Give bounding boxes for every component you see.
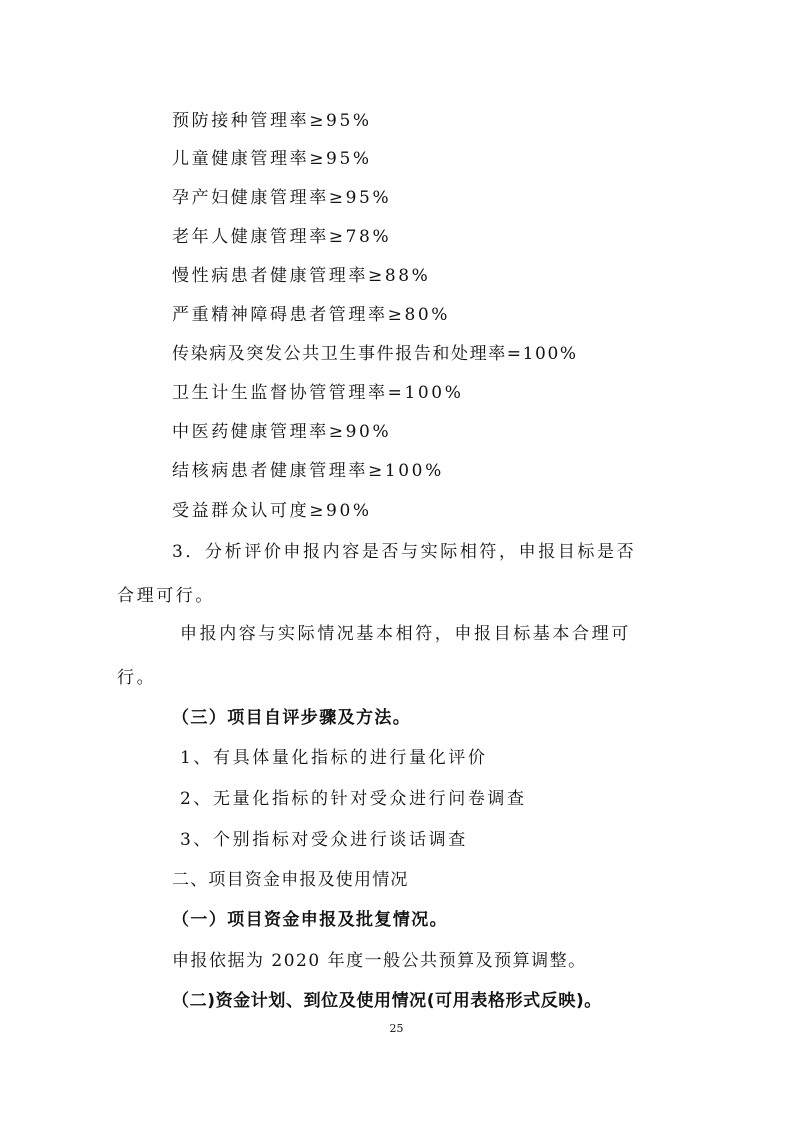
- section-heading: （三）项目自评步骤及方法。: [172, 708, 412, 728]
- indicator-line: 慢性病患者健康管理率≥88%: [172, 266, 431, 286]
- question-line-1: 3．分析评价申报内容是否与实际相符，申报目标是否: [172, 542, 637, 562]
- step-item: 3、个别指标对受众进行谈话调查: [180, 830, 468, 850]
- part-heading: 二、项目资金申报及使用情况: [172, 870, 409, 890]
- indicator-line: 预防接种管理率≥95%: [172, 111, 372, 131]
- indicator-line: 受益群众认可度≥90%: [172, 501, 372, 521]
- indicator-line: 卫生计生监督协管管理率=100%: [172, 383, 464, 403]
- indicator-line: 老年人健康管理率≥78%: [172, 227, 392, 247]
- page-number: 25: [389, 1022, 404, 1035]
- indicator-line: 严重精神障碍患者管理率≥80%: [172, 305, 451, 325]
- step-item: 2、无量化指标的针对受众进行问卷调查: [180, 789, 527, 809]
- answer-line-2: 行。: [117, 668, 157, 688]
- subsection-heading: （二)资金计划、到位及使用情况(可用表格形式反映)。: [172, 991, 602, 1011]
- answer-line-1: 申报内容与实际情况基本相符，申报目标基本合理可: [180, 624, 631, 644]
- indicator-line: 传染病及突发公共卫生事件报告和处理率=100%: [172, 344, 578, 364]
- step-item: 1、有具体量化指标的进行量化评价: [180, 748, 488, 768]
- indicator-line: 中医药健康管理率≥90%: [172, 422, 392, 442]
- question-line-2: 合理可行。: [117, 586, 215, 606]
- basis-line: 申报依据为 2020 年度一般公共预算及预算调整。: [172, 951, 587, 971]
- indicator-line: 结核病患者健康管理率≥100%: [172, 461, 444, 481]
- indicator-line: 孕产妇健康管理率≥95%: [172, 188, 392, 208]
- subsection-heading: （一）项目资金申报及批复情况。: [172, 910, 448, 930]
- indicator-line: 儿童健康管理率≥95%: [172, 149, 372, 169]
